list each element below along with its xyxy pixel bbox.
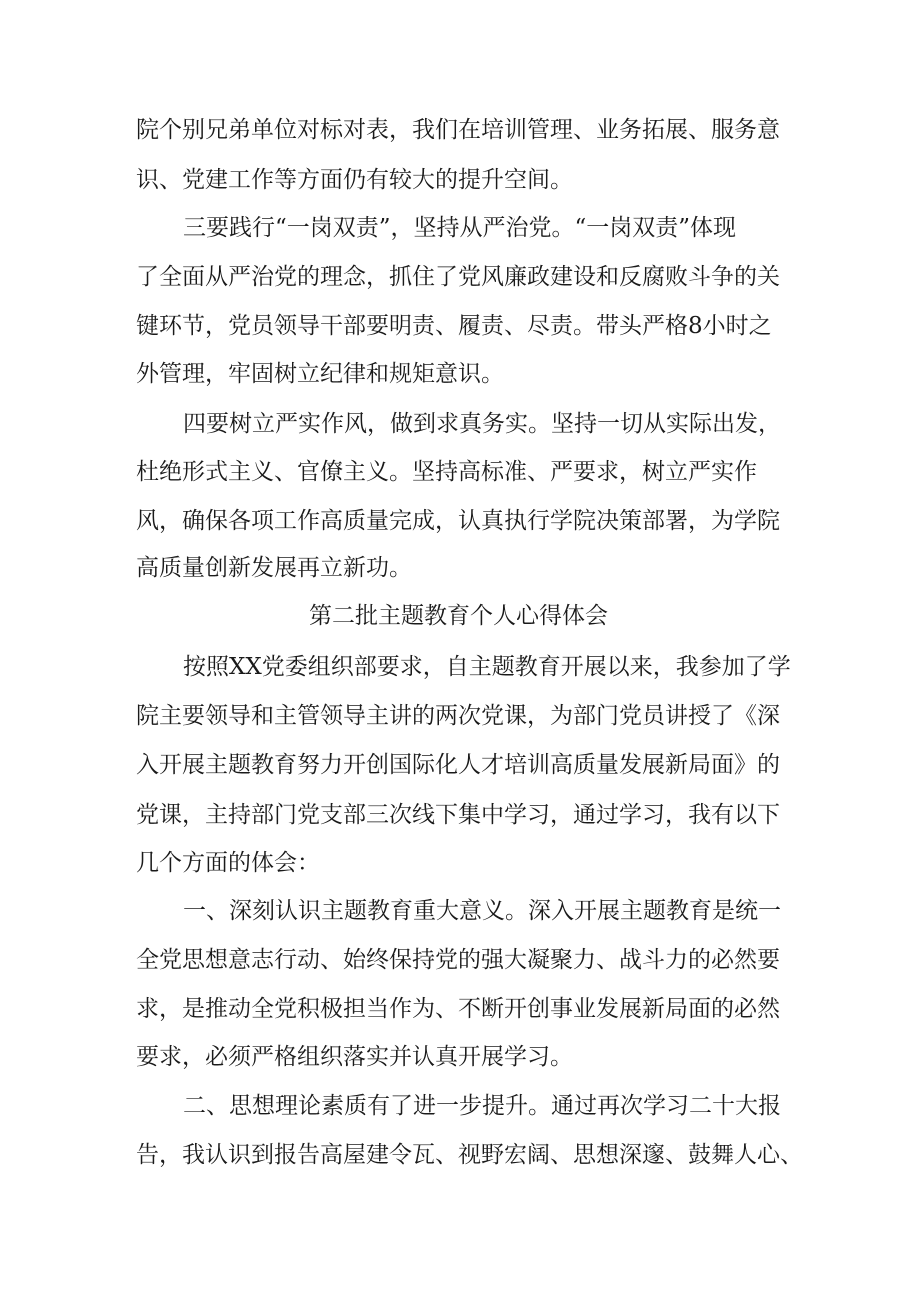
paragraph-first-line: 二、思想理论素质有了进一步提升。通过再次学习二十大报 <box>183 1093 781 1119</box>
body-line: 院主要领导和主管领导主讲的两次党课，为部门党员讲授了《深 <box>136 703 780 729</box>
paragraph-first-line: 一、深刻认识主题教育重大意义。深入开展主题教育是统一 <box>183 898 781 924</box>
body-line: 识、党建工作等方面仍有较大的提升空间。 <box>136 167 573 193</box>
body-line: 高质量创新发展再立新功。 <box>136 555 412 581</box>
body-line: 全党思想意志行动、始终保持党的强大凝聚力、战斗力的必然要 <box>136 947 780 973</box>
paragraph-first-line: 四要树立严实作风，做到求真务实。坚持一切从实际出发， <box>183 411 781 437</box>
body-line: 了全面从严治党的理念，抓住了党风廉政建设和反腐败斗争的关 <box>136 264 780 290</box>
body-line: 外管理，牢固树立纪律和规矩意识。 <box>136 361 504 387</box>
paragraph-first-line: 按照XX党委组织部要求，自主题教育开展以来，我参加了学 <box>183 654 791 680</box>
body-line: 几个方面的体会： <box>136 850 320 876</box>
body-line: 键环节，党员领导干部要明责、履责、尽责。带头严格8小时之 <box>136 313 772 339</box>
body-line: 风，确保各项工作高质量完成，认真执行学院决策部署，为学院 <box>136 508 780 534</box>
body-line: 入开展主题教育努力开创国际化人才培训高质量发展新局面》的 <box>136 752 780 778</box>
section-title: 第二批主题教育个人心得体会 <box>309 603 608 629</box>
paragraph-first-line: 三要践行“一岗双责”，坚持从严治党。“一岗双责”体现 <box>183 215 737 241</box>
body-line: 告，我认识到报告高屋建令瓦、视野宏阔、思想深邃、鼓舞人心、 <box>136 1142 803 1168</box>
body-line: 求，是推动全党积极担当作为、不断开创事业发展新局面的必然 <box>136 996 780 1022</box>
body-line: 杜绝形式主义、官僚主义。坚持高标准、严要求，树立严实作 <box>136 459 757 485</box>
body-line: 院个别兄弟单位对标对表，我们在培训管理、业务拓展、服务意 <box>136 117 780 143</box>
body-line: 要求，必须严格组织落实并认真开展学习。 <box>136 1044 573 1070</box>
body-line: 党课，主持部门党支部三次线下集中学习，通过学习，我有以下 <box>136 802 780 828</box>
